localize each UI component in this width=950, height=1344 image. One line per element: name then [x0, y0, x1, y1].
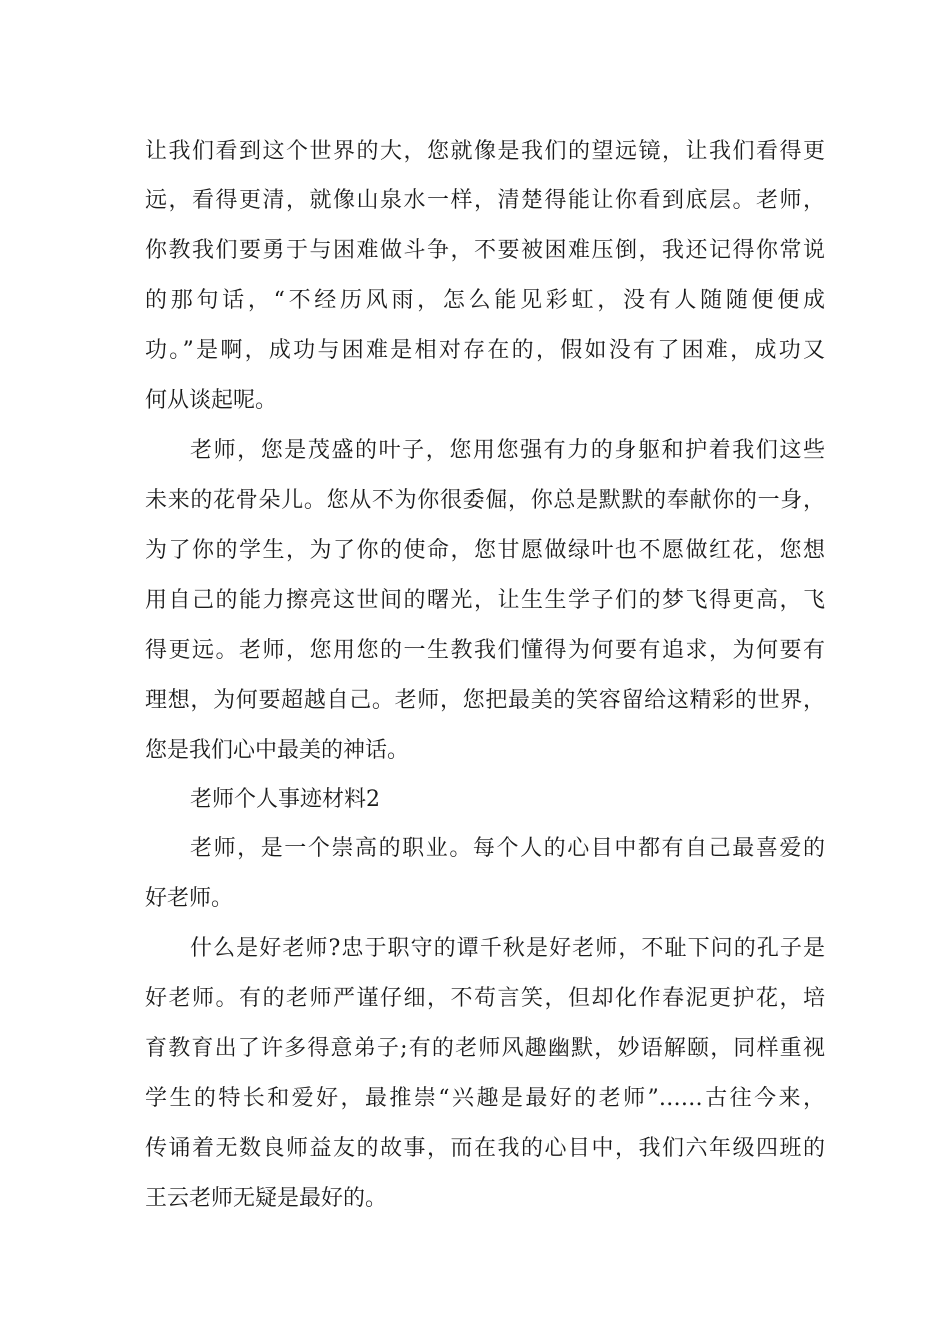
paragraph-1-line-1: 让我们看到这个世界的大，您就像是我们的望远镜，让我们看得更	[145, 139, 825, 164]
paragraph-2-line-5: 得更远。老师，您用您的一生教我们懂得为何要有追求，为何要有	[145, 638, 825, 663]
paragraph-2-line-1: 老师，您是茂盛的叶子，您用您强有力的身躯和护着我们这些	[190, 438, 825, 463]
paragraph-4-line-1: 什么是好老师?忠于职守的谭千秋是好老师，不耻下问的孔子是	[190, 936, 825, 961]
paragraph-4-line-4: 学生的特长和爱好，最推崇“兴趣是最好的老师”……古往今来，	[145, 1086, 825, 1111]
paragraph-4-line-6: 王云老师无疑是最好的。	[145, 1186, 388, 1211]
paragraph-1-line-6: 何从谈起呢。	[145, 388, 278, 413]
paragraph-2-line-7: 您是我们心中最美的神话。	[145, 738, 410, 763]
paragraph-1-line-3: 你教我们要勇于与困难做斗争，不要被困难压倒，我还记得你常说	[145, 238, 825, 263]
paragraph-1-line-4: 的那句话，“不经历风雨，怎么能见彩虹，没有人随随便便成	[145, 288, 825, 313]
paragraph-2-line-3: 为了你的学生，为了你的使命，您甘愿做绿叶也不愿做红花，您想	[145, 538, 825, 563]
paragraph-1-line-5: 功。”是啊，成功与困难是相对存在的，假如没有了困难，成功又	[145, 338, 825, 363]
paragraph-2-line-2: 未来的花骨朵儿。您从不为你很委倔，你总是默默的奉献你的一身，	[145, 488, 825, 513]
paragraph-4-line-2: 好老师。有的老师严谨仔细，不苟言笑，但却化作春泥更护花，培	[145, 986, 825, 1011]
paragraph-3-line-1: 老师，是一个崇高的职业。每个人的心目中都有自己最喜爱的	[190, 836, 825, 861]
paragraph-2-line-6: 理想，为何要超越自己。老师，您把最美的笑容留给这精彩的世界，	[145, 688, 825, 713]
paragraph-4-line-5: 传诵着无数良师益友的故事，而在我的心目中，我们六年级四班的	[145, 1136, 825, 1161]
paragraph-3-line-2: 好老师。	[145, 886, 234, 911]
paragraph-4-line-3: 育教育出了许多得意弟子;有的老师风趣幽默，妙语解颐，同样重视	[145, 1036, 825, 1061]
paragraph-2-line-4: 用自己的能力擦亮这世间的曙光，让生生学子们的梦飞得更高，飞	[145, 588, 825, 613]
paragraph-1-line-2: 远，看得更清，就像山泉水一样，清楚得能让你看到底层。老师，	[145, 188, 825, 213]
section-heading: 老师个人事迹材料2	[190, 787, 380, 812]
